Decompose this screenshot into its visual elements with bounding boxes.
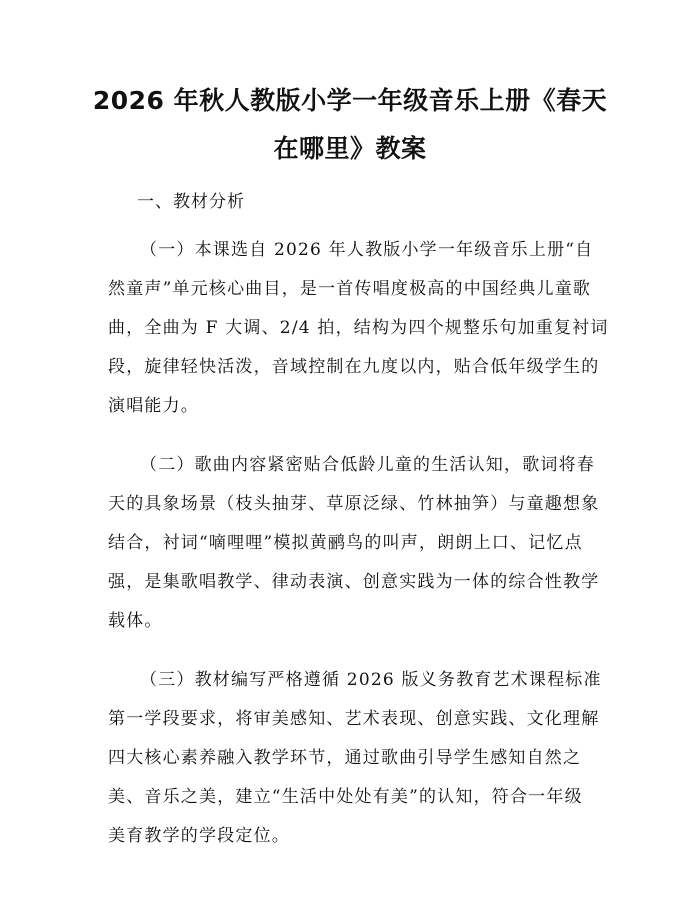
paragraph-3-line-3: 四大核心素养融入教学环节，通过歌曲引导学生感知自然之	[108, 748, 582, 768]
paragraph-2-line-2: 天的具象场景（枝头抽芽、草原泛绿、竹林抽笋）与童趣想象	[108, 494, 600, 514]
paragraph-3-line-5: 美育教学的学段定位。	[108, 826, 290, 846]
paragraph-1-line-2: 然童声”单元核心曲目，是一首传唱度极高的中国经典儿童歌	[108, 279, 592, 299]
paragraph-1-line-5: 演唱能力。	[108, 396, 199, 416]
paragraph-3-line-2: 第一学段要求，将审美感知、艺术表现、创意实践、文化理解	[108, 709, 600, 729]
paragraph-2-line-4: 强，是集歌唱教学、律动表演、创意实践为一体的综合性教学	[108, 572, 600, 592]
paragraph-2-line-5: 载体。	[108, 611, 163, 631]
paragraph-1-line-4: 段，旋律轻快活泼，音域控制在九度以内，贴合低年级学生的	[108, 357, 600, 377]
paragraph-1-line-1: （一）本课选自 2026 年人教版小学一年级音乐上册“自	[140, 240, 594, 260]
document-title-line-1: 2026 年秋人教版小学一年级音乐上册《春天	[92, 86, 608, 115]
paragraph-3-line-4: 美、音乐之美，建立“生活中处处有美”的认知，符合一年级	[108, 787, 583, 807]
paragraph-2-line-1: （二）歌曲内容紧密贴合低龄儿童的生活认知，歌词将春	[140, 455, 595, 475]
paragraph-2-line-3: 结合，衬词“嘀哩哩”模拟黄鹂鸟的叫声，朗朗上口、记忆点	[108, 533, 583, 553]
paragraph-3-line-1: （三）教材编写严格遵循 2026 版义务教育艺术课程标准	[140, 670, 602, 690]
paragraph-1-line-3: 曲，全曲为 F 大调、2/4 拍，结构为四个规整乐句加重复衬词	[108, 318, 609, 338]
section-heading: 一、教材分析	[137, 192, 245, 212]
document-title-line-2: 在哪里》教案	[273, 134, 427, 163]
